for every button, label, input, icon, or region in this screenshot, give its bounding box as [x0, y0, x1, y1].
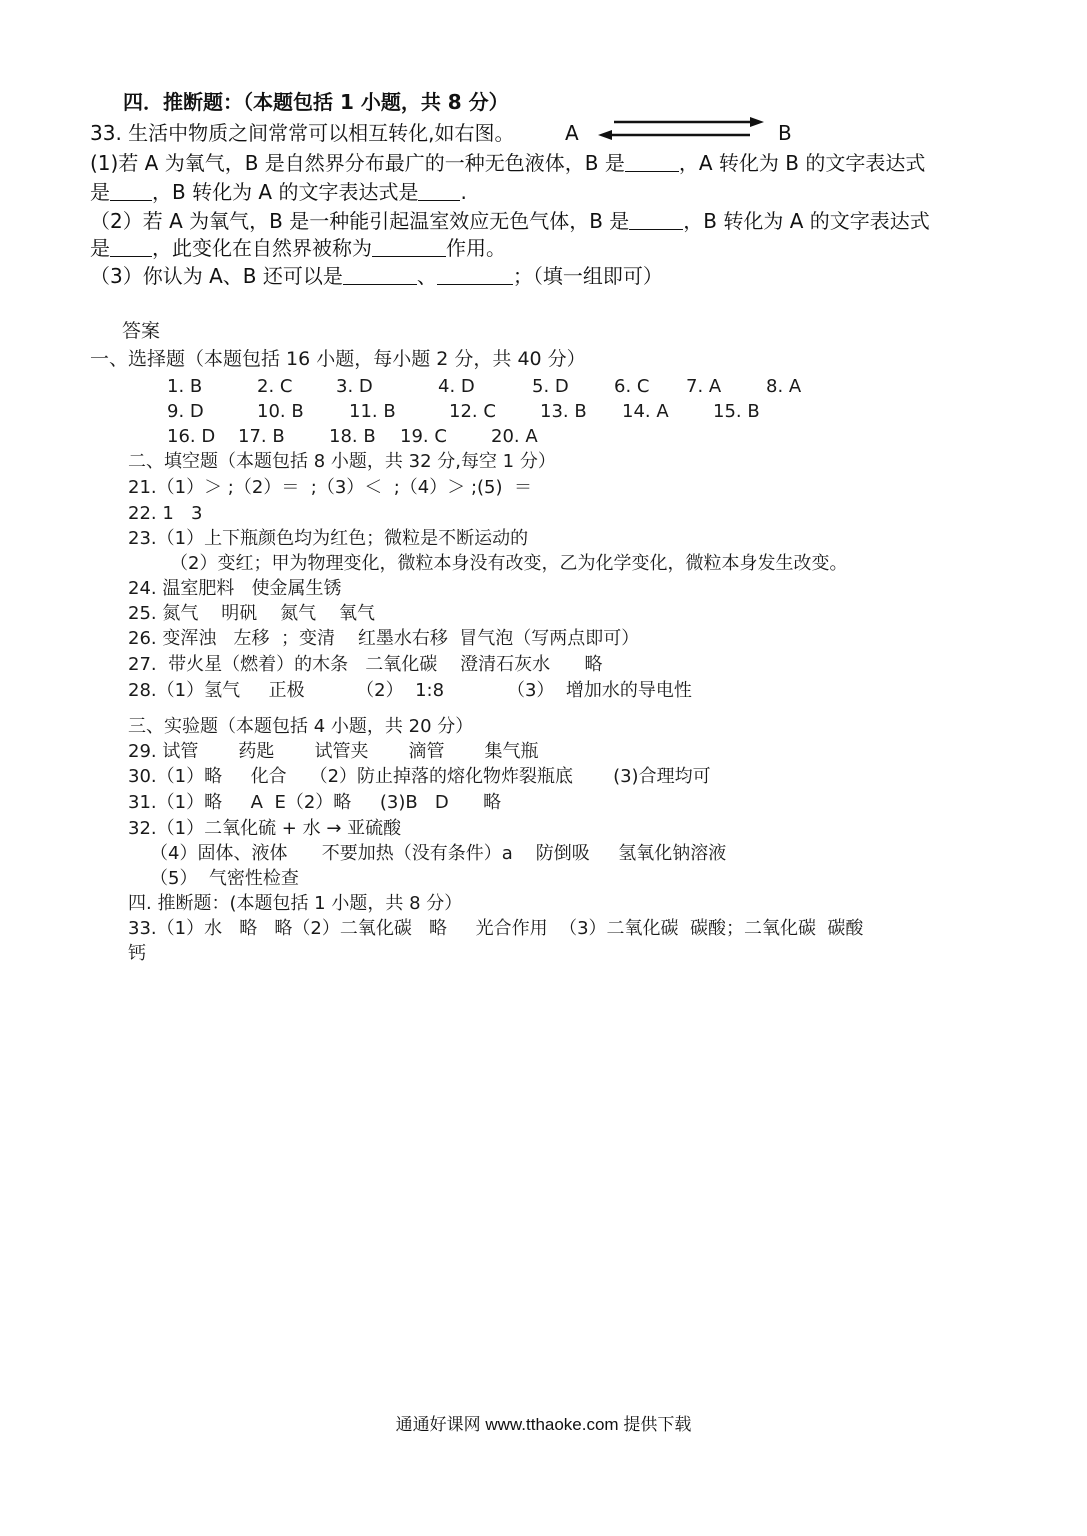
choice-answer: 14. A	[622, 401, 669, 422]
answers-section1-heading: 一、选择题（本题包括 16 小题，每小题 2 分，共 40 分）	[90, 348, 586, 370]
choice-answer: 12. C	[449, 401, 496, 422]
answers-title: 答案	[122, 320, 161, 342]
part1-line2: 是 ，B 转化为 A 的文字表达式是 .	[90, 180, 467, 204]
answer-33-line2: 钙	[128, 943, 146, 964]
answer-26: 26. 变浑浊 左移 ；变清 红墨水右移 冒气泡（写两点即可）	[128, 628, 640, 649]
choice-answer: 8. A	[766, 376, 802, 397]
section-heading: 四．推断题：（本题包括 1 小题，共 8 分）	[123, 90, 509, 114]
part2-line2: 是 ，此变化在自然界被称为 作用。	[90, 236, 506, 260]
choice-answer: 5. D	[532, 376, 569, 397]
choice-answer: 18. B	[329, 426, 376, 447]
answer-33-line1: 33.（1）水 略 略（2）二氧化碳 略 光合作用 （3）二氧化碳 碳酸；二氧化碳 碳酸	[128, 918, 864, 939]
answer-31: 31.（1）略 A E（2）略 (3)B D 略	[128, 792, 502, 813]
part2-line1: （2）若 A 为氧气，B 是一种能引起温室效应无色气体，B 是 ，B 转化为 A 的文字表达式	[90, 209, 930, 233]
answers-section2-heading: 二、填空题（本题包括 8 小题，共 32 分,每空 1 分）	[128, 451, 556, 472]
diagram-label-b: B	[778, 121, 792, 145]
choice-answer: 1. B	[167, 376, 203, 397]
question-33-intro: 33. 生活中物质之间常常可以相互转化,如右图。	[90, 121, 515, 145]
answer-30: 30.（1）略 化合 （2）防止掉落的熔化物炸裂瓶底 (3)合理均可	[128, 766, 711, 787]
diagram-label-a: A	[565, 121, 579, 145]
choice-answer: 3. D	[336, 376, 373, 397]
answer-32-part5: （5） 气密性检查	[150, 868, 299, 889]
choice-answer: 4. D	[438, 376, 475, 397]
answers-section3-heading: 三、实验题（本题包括 4 小题，共 20 分）	[128, 716, 474, 737]
answer-32-part4: （4）固体、液体 不要加热（没有条件）a 防倒吸 氢氧化钠溶液	[150, 843, 727, 864]
choice-answer: 16. D	[167, 426, 216, 447]
choice-answer: 2. C	[257, 376, 293, 397]
choice-answer: 17. B	[238, 426, 285, 447]
choice-answer: 19. C	[400, 426, 447, 447]
page-footer: 通通好课网 www.tthaoke.com 提供下载	[395, 1415, 692, 1434]
answer-22: 22. 1 3	[128, 503, 203, 524]
answer-21: 21.（1）＞ ;（2）＝ ;（3）＜ ;（4）＞ ;(5) ＝	[128, 477, 532, 498]
answer-27: 27. 带火星（燃着）的木条 二氧化碳 澄清石灰水 略	[128, 654, 603, 675]
choice-answer: 10. B	[257, 401, 304, 422]
answers-section4-heading: 四. 推断题：(本题包括 1 小题，共 8 分）	[128, 893, 463, 914]
answer-23-part2: （2）变红；甲为物理变化，微粒本身没有改变，乙为化学变化，微粒本身发生改变。	[170, 553, 848, 574]
answer-29: 29. 试管 药匙 试管夹 滴管 集气瓶	[128, 741, 539, 762]
answer-25: 25. 氮气 明矾 氮气 氧气	[128, 603, 376, 624]
choice-answer: 15. B	[713, 401, 760, 422]
choice-answer: 6. C	[614, 376, 650, 397]
choice-answer: 20. A	[491, 426, 538, 447]
choice-answer: 13. B	[540, 401, 587, 422]
answer-24: 24. 温室肥料 使金属生锈	[128, 578, 342, 599]
part3-line: （3）你认为 A、B 还可以是 、 ；（填一组即可）	[90, 264, 663, 288]
conversion-arrows	[596, 114, 768, 144]
answer-32-part1: 32.（1）二氧化硫 + 水 → 亚硫酸	[128, 818, 402, 839]
choice-answer: 9. D	[167, 401, 204, 422]
part1-line1: (1)若 A 为氧气，B 是自然界分布最广的一种无色液体，B 是 ，A 转化为 B 的文字表达式	[90, 151, 926, 175]
answer-28: 28.（1）氢气 正极 （2） 1:8 （3） 增加水的导电性	[128, 680, 692, 701]
choice-answer: 7. A	[686, 376, 722, 397]
choice-answer: 11. B	[349, 401, 396, 422]
answer-23-part1: 23.（1）上下瓶颜色均为红色；微粒是不断运动的	[128, 528, 529, 549]
